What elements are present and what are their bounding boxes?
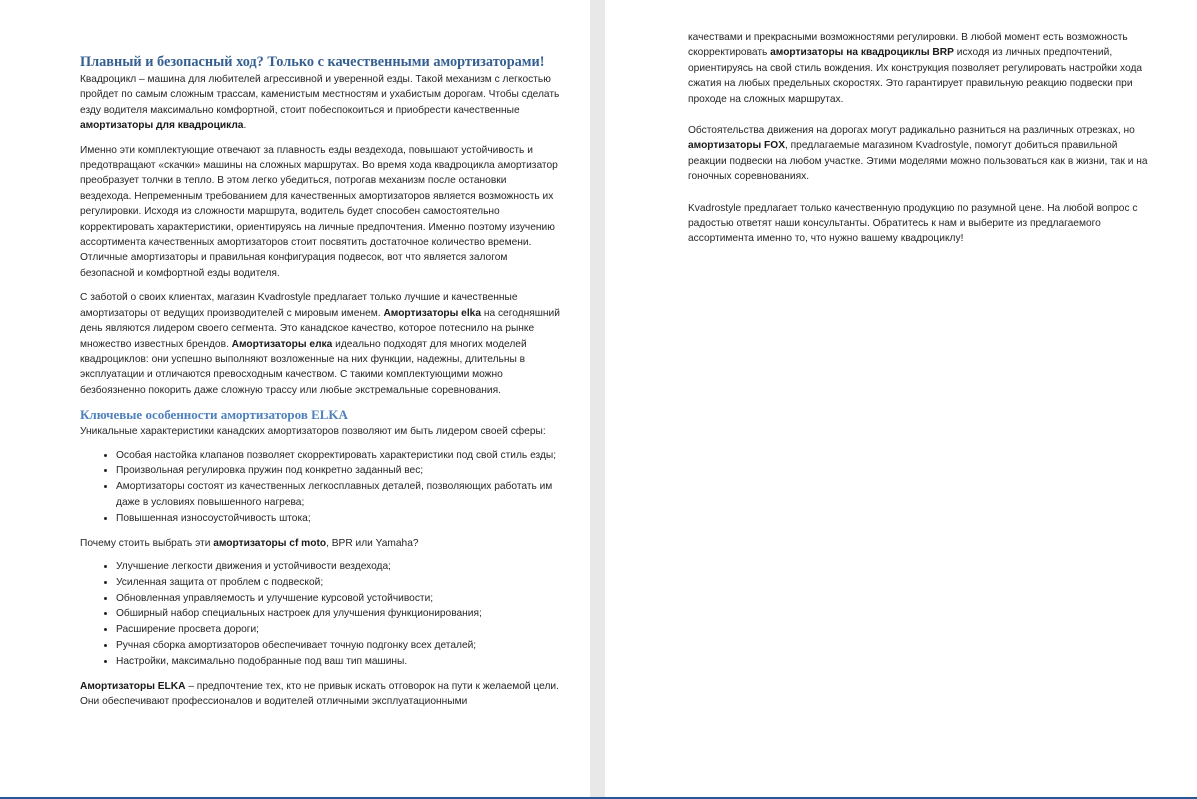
document-page-left[interactable] (0, 0, 590, 797)
paragraph-text: Почему стоить выбрать эти (80, 537, 214, 549)
section-heading: Ключевые особенности амортизаторов ELKA (80, 407, 348, 423)
paragraph-text: , BPR или Yamaha? (326, 537, 419, 549)
paragraph-text: на сегодняшний день являются лидером своего сегмента. Это канадское качество, которое потеснило на рынке множество известных брендов. (80, 307, 560, 350)
list-item: • Амортизаторы состоят из качественных легкосплавных деталей, позволяющих работать им даже в условиях повышенного нагрева; (116, 479, 560, 511)
bold-keyword: амортизаторы для квадроцикла (80, 120, 244, 132)
bold-keyword: Амортизаторы elka (383, 307, 482, 319)
bold-keyword: амортизаторы cf moto (213, 537, 327, 549)
paragraph-intro (80, 72, 560, 134)
paragraph-closing: Kvadrostyle предлагает только качественную продукцию по разумной цене. На любой вопрос с радостью ответят наши консультанты. Обратитесь к нам и выберите из предлагаемого ассортимента именно то, что нужно вашему квадроциклу! (688, 202, 1138, 245)
paragraph-damping: Именно эти комплектующие отвечают за плавность езды вездехода, повышают устойчивость и предотвращают «скачки» машины на сложных маршрутах. Во время хода квадроцикла амортизатор преобразует толчки в тепло. В этом легко убедиться, потрогав механизм после остановки вездехода. Непременным требованием для качественных амортизаторов является возможность их регулировки. Исходя из сложности маршрута, водитель будет способен самостоятельно корректировать характеристики, ориентируясь на личные предпочтения. Именно поэтому изучению ассортимента качественных амортизаторов стоит посвятить достаточное количество времени. Отличные амортизаторы и правильная конфигурация подвесок, вот что является залогом безопасной и комфортной езды водителя. (80, 144, 558, 279)
features-list (80, 448, 560, 527)
list-item: • Обширный набор специальных настроек для улучшения функционирования; (116, 606, 560, 622)
list-item: • Ручная сборка амортизаторов обеспечивает точную подгонку всех деталей; (116, 638, 560, 654)
list-item: • Расширение просвета дороги; (116, 622, 560, 638)
list-item: • Улучшение легкости движения и устойчивости вездехода; (116, 559, 560, 575)
paragraph-brp (688, 30, 1157, 107)
paragraph-features-intro: Уникальные характеристики канадских амортизаторов позволяют им быть лидером своей сферы: (80, 426, 546, 438)
bold-keyword: амортизаторы FOX (688, 140, 785, 152)
paragraph-text: , предлагаемые магазином Kvadrostyle, помогут добиться правильной реакции подвески на любом участке. Этими моделями можно пользоваться как в жизни, так и на гоночных соревнованиях. (688, 140, 1148, 183)
list-item: • Настройки, максимально подобранные под ваш тип машины. (116, 654, 560, 670)
paragraph-text: – предпочтение тех, кто не привык искать отговорок на пути к желаемой цели. Они обеспечивают профессионалов и водителей отличными эксплуатационными (80, 680, 559, 707)
bold-keyword: Амортизаторы ELKA (80, 680, 186, 692)
paragraph-store (80, 290, 560, 398)
paragraph-text: идеально подходят для многих моделей квадроциклов: они успешно выполняют возложенные на них функции, надежны, длительны в эксплуатации и отличаются превосходным качеством. С такими комплектующими можно безбоязненно покорить даже сложную трассу или любые экстремальные соревнования. (80, 338, 527, 396)
paragraph-text: исходя из личных предпочтений, ориентируясь на свой стиль вождения. Их конструкция позволяет регулировать настройки хода сжатия на любых предельных скоростях. Это гарантирует правильную реакцию подвески при проходе на сложных маршрутах. (688, 47, 1143, 105)
paragraph-elka-summary (80, 679, 560, 710)
bold-keyword: Амортизаторы елка (231, 338, 333, 350)
paragraph-text: С заботой о своих клиентах, магазин Kvadrostyle предлагает только лучшие и качественные амортизаторы от ведущих производителей с мировым именем. (80, 292, 518, 319)
paragraph-why (80, 536, 560, 551)
paragraph-text: . (243, 120, 247, 132)
list-item: • Произвольная регулировка пружин под конкретно заданный вес; (116, 463, 560, 479)
paragraph-fox (688, 123, 1157, 185)
list-item: • Особая настойка клапанов позволяет скорректировать характеристики под свой стиль езды; (116, 448, 560, 464)
paragraph-text: качествами и прекрасными возможностями регулировки. В любой момент есть возможность скорректировать (688, 32, 1128, 59)
paragraph-text: Квадроцикл – машина для любителей агрессивной и уверенной езды. Такой механизм с легкостью пройдет по самым сложным трассам, каменистым местностям и ухабистым дорогам. Чтобы сделать езду водителя максимально комфортной, стоит побеспокоиться и приобрести качественные (80, 74, 560, 116)
list-item: • Обновленная управляемость и улучшение курсовой устойчивости; (116, 591, 560, 607)
list-item: • Повышенная износоустойчивость штока; (116, 511, 560, 527)
bold-keyword: амортизаторы на квадроциклы BRP (770, 47, 954, 59)
benefits-list (80, 559, 560, 670)
document-page-right[interactable] (605, 0, 1197, 797)
document-title: Плавный и безопасный ход? Только с качественными амортизаторами! (80, 54, 545, 70)
paragraph-text: Обстоятельства движения на дорогах могут радикально разниться на различных отрезках, но (688, 125, 1135, 137)
list-item: • Усиленная защита от проблем с подвеской; (116, 575, 560, 591)
